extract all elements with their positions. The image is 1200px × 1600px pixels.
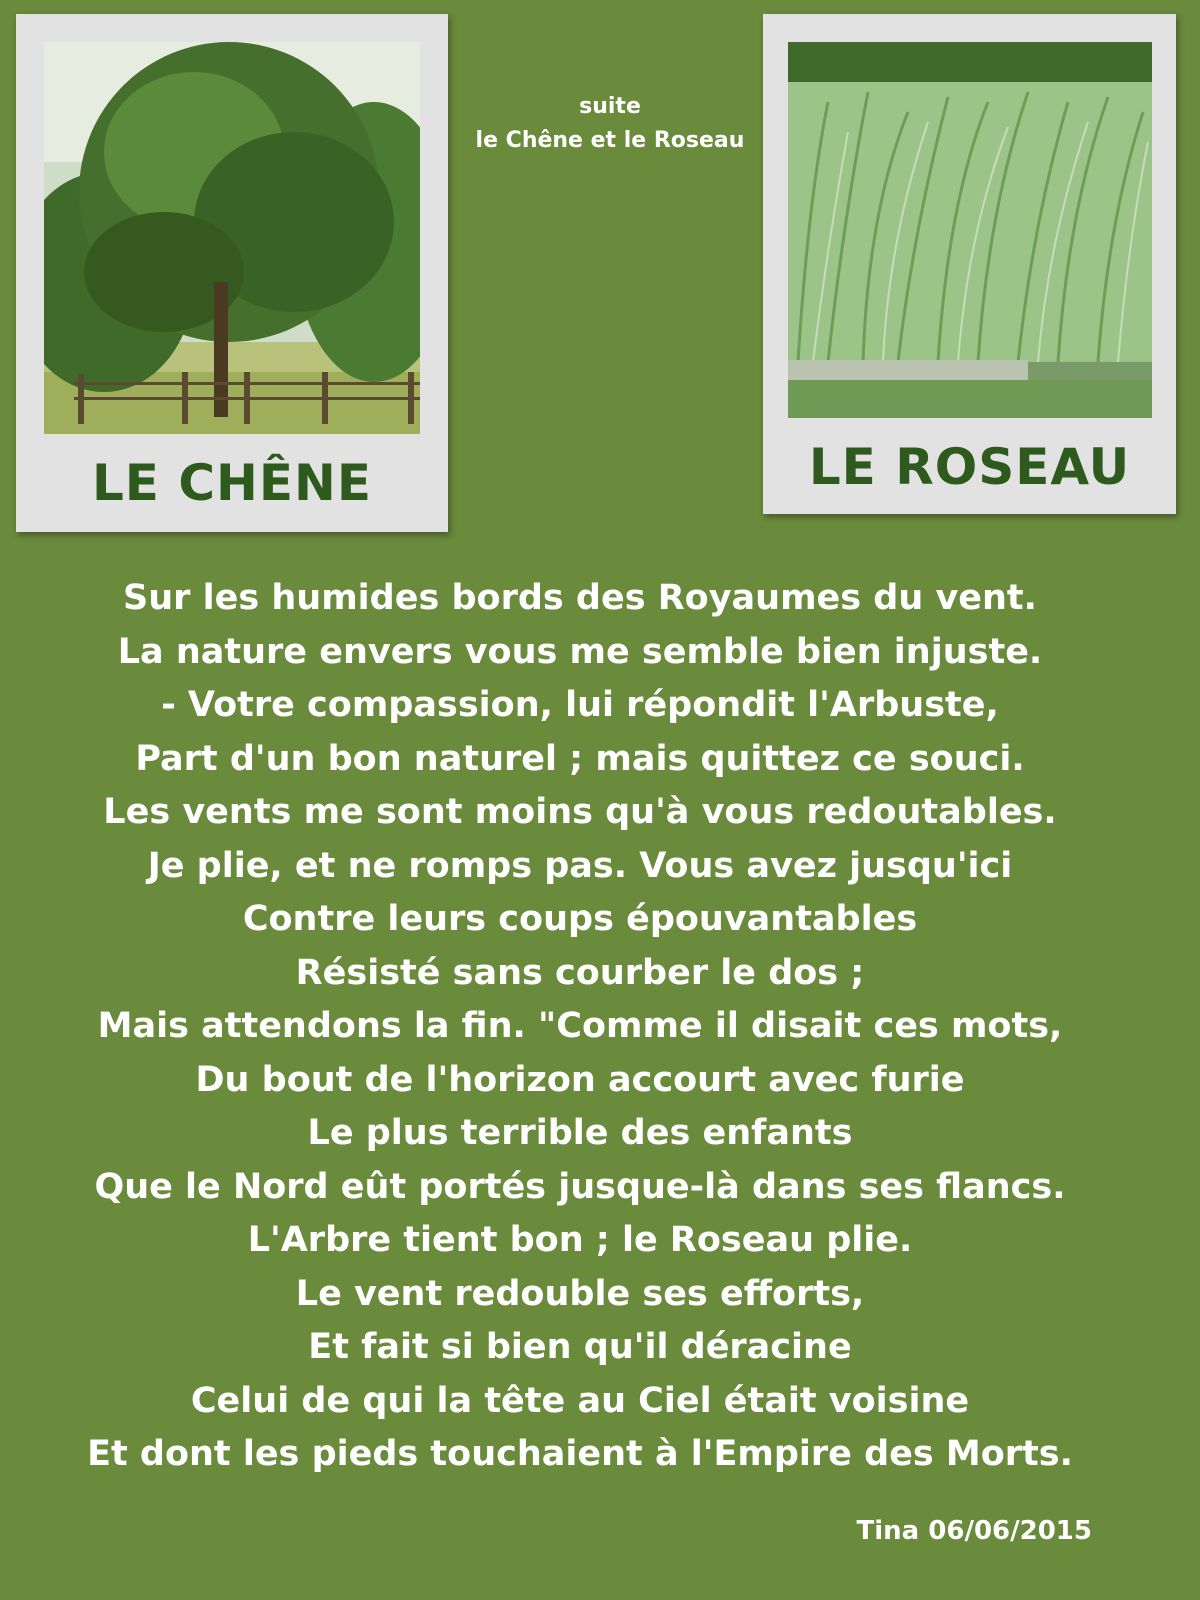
poem-line: Sur les humides bords des Royaumes du vent. [123,578,1037,618]
oak-caption: LE CHÊNE [91,454,373,512]
reed-caption: LE ROSEAU [808,438,1131,496]
poem-line: Résisté sans courber le dos ; [295,952,865,993]
oak-tree-photo [44,42,420,434]
subtitle-line-2: le Chêne et le Roseau [475,128,745,153]
poem-line: Les vents me sont moins qu'à vous redoutables. [103,792,1057,832]
poem-line: L'Arbre tient bon ; le Roseau plie. [247,1220,913,1260]
poem-line: La nature envers vous me semble bien injuste. [117,631,1043,672]
poem-line: Et fait si bien qu'il déracine [308,1327,852,1367]
poem-line: Part d'un bon naturel ; mais quittez ce souci. [135,738,1025,779]
poem-line: Et dont les pieds touchaient à l'Empire des Morts. [87,1434,1073,1474]
oak-tree-image [44,42,420,434]
poem-line: Contre leurs coups épouvantables [242,899,918,939]
poem-line: Le plus terrible des enfants [307,1113,853,1153]
poem-line: Mais attendons la fin. "Comme il disait ces mots, [97,1006,1063,1046]
poem-line: Celui de qui la tête au Ciel était voisine [190,1380,970,1421]
subtitle-line-1: suite [579,94,641,119]
poem-line: Je plie, et ne romps pas. Vous avez jusqu'ici [147,845,1013,886]
poem-line: Que le Nord eût portés jusque-là dans ses flancs. [94,1166,1066,1207]
poem-text [0,572,1160,1482]
poem-line: Le vent redouble ses efforts, [295,1273,865,1314]
signature: Tina 06/06/2015 [856,1516,1092,1546]
reed-photo [788,42,1152,418]
reed-grass-image [788,42,1152,418]
poem-line: Du bout de l'horizon accourt avec furie [195,1059,965,1100]
oak-photo-card [16,14,448,532]
reed-photo-card [763,14,1176,514]
poem-line: - Votre compassion, lui répondit l'Arbuste, [161,685,999,725]
